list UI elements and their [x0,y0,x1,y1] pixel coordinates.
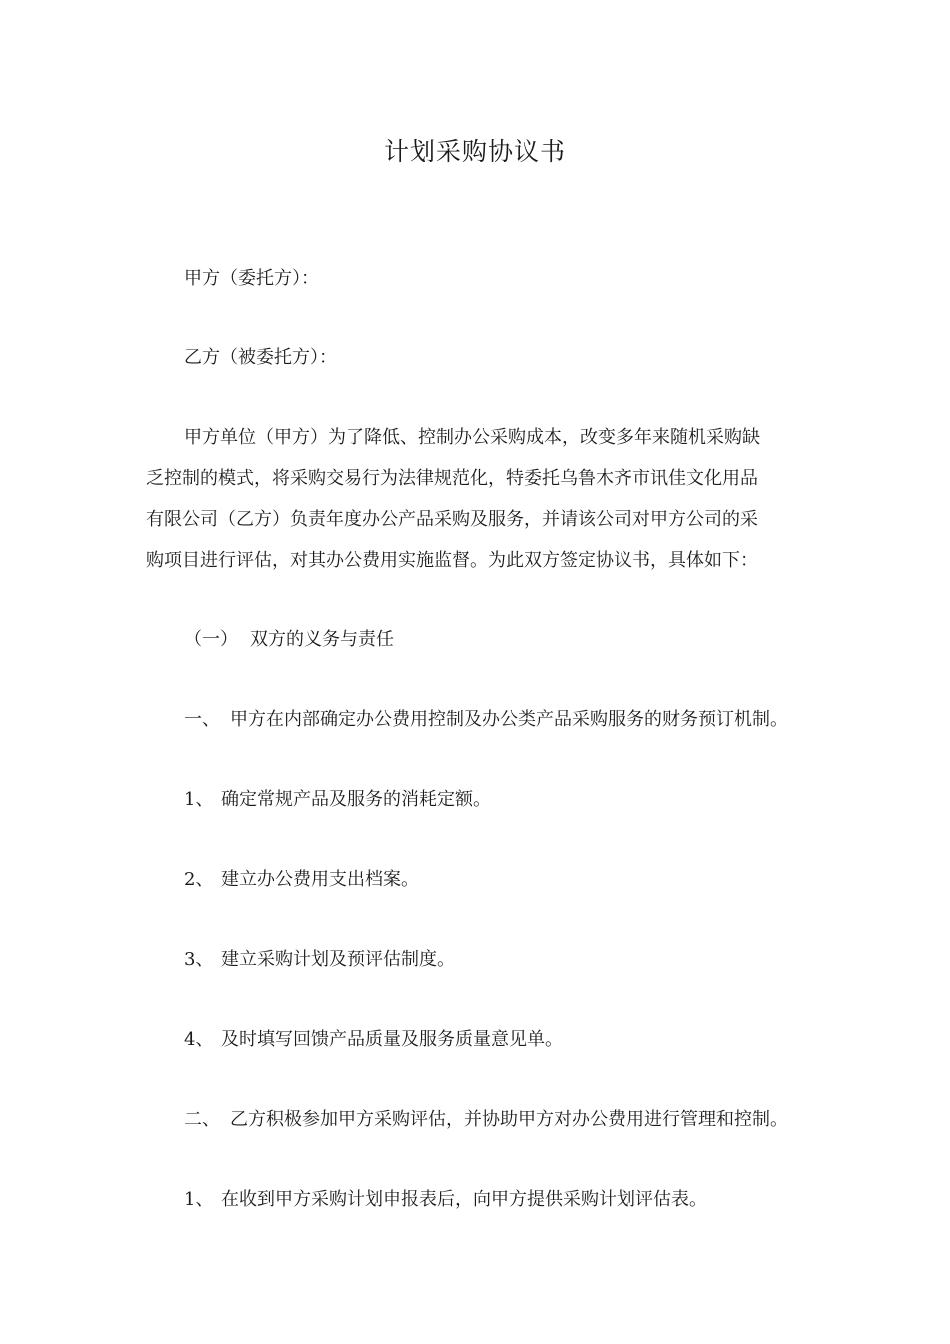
intro-line: 乏控制的模式，将采购交易行为法律规范化，特委托乌鲁木齐市讯佳文化用品 [146,468,758,489]
sub-clause-number: 4、 [184,1029,214,1050]
intro-line: 购项目进行评估，对其办公费用实施监督。为此双方签定协议书，具体如下： [146,550,758,571]
sub-clause-number: 3、 [184,949,214,970]
intro-paragraph [146,417,826,581]
sub-clause [184,1026,563,1054]
intro-line: 有限公司（乙方）负责年度办公产品采购及服务，并请该公司对甲方公司的采 [146,509,758,530]
section-title: 双方的义务与责任 [250,629,394,650]
sub-clause-text: 在收到甲方采购计划申报表后，向甲方提供采购计划评估表。 [221,1189,707,1210]
clause-text: 乙方积极参加甲方采购评估，并协助甲方对办公费用进行管理和控制。 [230,1109,788,1130]
sub-clause-text: 建立采购计划及预评估制度。 [221,949,455,970]
sub-clause [184,866,419,894]
sub-clause [184,786,491,814]
sub-clause-number: 1、 [184,1189,214,1210]
clause-2 [184,1106,788,1134]
document-title: 计划采购协议书 [383,137,566,166]
sub-clause [184,1186,707,1214]
clause-1 [184,706,788,734]
sub-clause-number: 2、 [184,869,214,890]
party-b-label: 乙方（被委托方）： [184,347,337,368]
clause-number: 一、 [184,709,220,730]
clause-number: 二、 [184,1109,220,1130]
section-number: （一） [184,629,238,650]
section-heading-1 [184,626,394,654]
clause-text: 甲方在内部确定办公费用控制及办公类产品采购服务的财务预订机制。 [230,709,788,730]
sub-clause-text: 及时填写回馈产品质量及服务质量意见单。 [221,1029,563,1050]
sub-clause-number: 1、 [184,789,214,810]
sub-clause-text: 建立办公费用支出档案。 [221,869,419,890]
sub-clause-text: 确定常规产品及服务的消耗定额。 [221,789,491,810]
party-a-label: 甲方（委托方）： [184,268,319,289]
intro-line: 甲方单位（甲方）为了降低、控制办公采购成本，改变多年来随机采购缺 [184,427,760,448]
sub-clause [184,946,455,974]
